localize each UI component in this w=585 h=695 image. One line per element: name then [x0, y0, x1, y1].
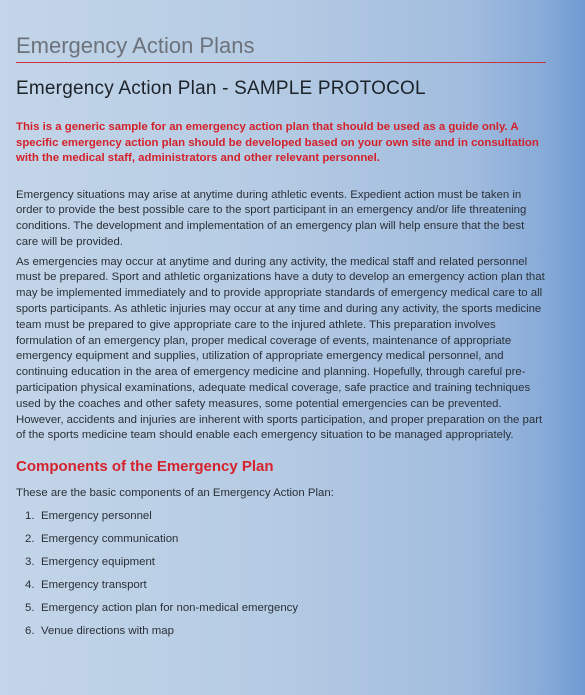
- list-item-label: Emergency equipment: [41, 556, 155, 569]
- list-item: [16, 554, 546, 577]
- list-item-number: 1.: [25, 510, 35, 523]
- list-item-number: 4.: [25, 579, 35, 592]
- components-heading: Components of the Emergency Plan: [16, 458, 274, 476]
- intro-paragraph: Emergency situations may arise at anytime during athletic events. Expedient action must be taken in order to provide the best possible care to the sport participant in an emergency and/or life threatening conditions. The development and implementation of an emergency plan will help ensure that the best care will be provided.: [16, 188, 527, 248]
- document-title: Emergency Action Plan - SAMPLE PROTOCOL: [16, 78, 426, 99]
- list-item-number: 5.: [25, 602, 35, 615]
- list-item-number: 3.: [25, 556, 35, 569]
- document-page: [16, 0, 546, 646]
- components-list: [16, 508, 546, 646]
- list-item: [16, 531, 546, 554]
- components-intro: These are the basic components of an Emergency Action Plan:: [16, 487, 334, 500]
- list-item-label: Emergency transport: [41, 579, 147, 592]
- list-item-number: 2.: [25, 533, 35, 546]
- site-title: Emergency Action Plans: [16, 33, 546, 63]
- disclaimer-warning: This is a generic sample for an emergency action plan that should be used as a guide only. A specific emergency action plan should be developed based on your own site and in consultation with the medical staff, administrators and other relevant personnel.: [16, 121, 539, 164]
- preparation-paragraph: As emergencies may occur at anytime and during any activity, the medical staff and related personnel must be prepared. Sport and athletic organizations have a duty to develop an emergency action plan that may be implemented immediately and to provide appropriate standards of emergency medical care to all sports participants. As athletic injuries may occur at any time and during any activity, the sports medicine team must be prepared to give appropriate care to the injured athlete. This preparation involves formulation of an emergency plan, proper medical coverage of events, maintenance of appropriate emergency equipment and supplies, utilization of appropriate emergency medical personnel, and continuing education in the area of emergency medicine and planning. Hopefully, through careful pre-participation physical examinations, adequate medical coverage, safe practice and training techniques used by the coaches and other safety measures, some potential emergencies can be prevented. However, accidents and injuries are inherent with sports participation, and proper preparation on the part of the sports medicine team should enable each emergency situation to be managed appropriately.: [16, 255, 545, 442]
- list-item: [16, 577, 546, 600]
- list-item-label: Emergency communication: [41, 533, 179, 546]
- list-item-label: Venue directions with map: [41, 625, 174, 638]
- list-item: [16, 508, 546, 531]
- list-item-label: Emergency personnel: [41, 510, 152, 523]
- list-item: [16, 623, 546, 646]
- list-item-number: 6.: [25, 625, 35, 638]
- list-item: [16, 600, 546, 623]
- list-item-label: Emergency action plan for non-medical emergency: [41, 602, 299, 615]
